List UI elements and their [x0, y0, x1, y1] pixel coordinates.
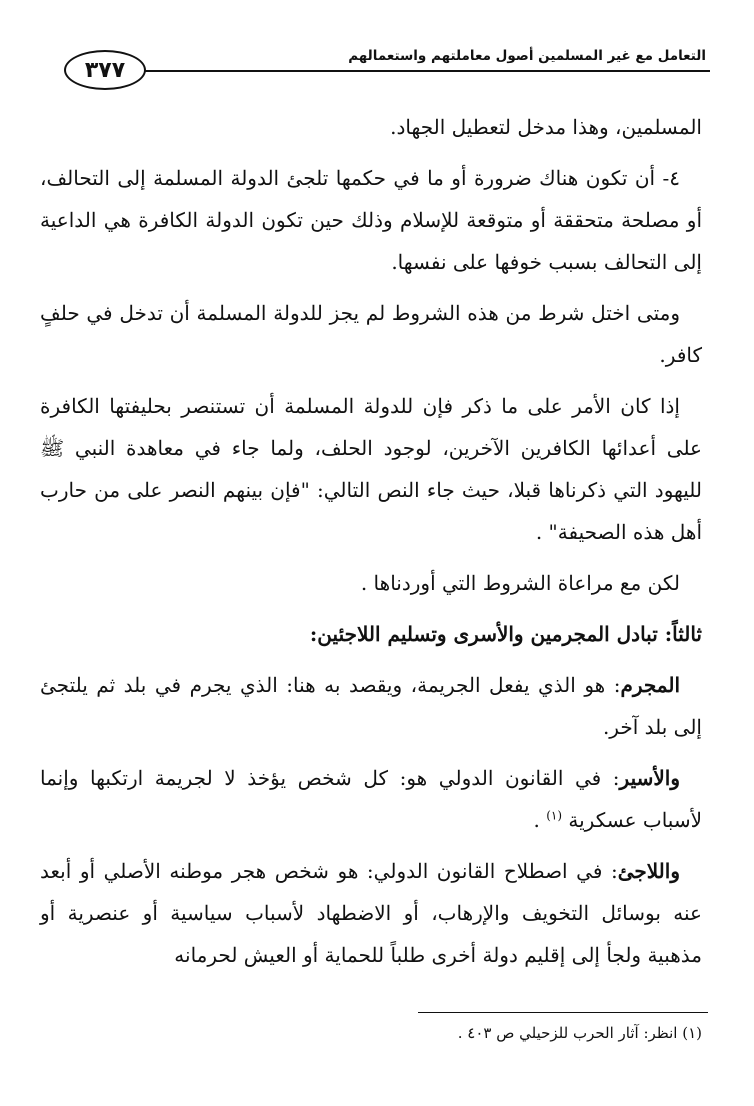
footnote: (١) انظر: آثار الحرب للزحيلي ص ٤٠٣ .: [457, 1024, 702, 1042]
term-prisoner: والأسير: [619, 766, 680, 790]
term-refugee: واللاجئ: [617, 859, 680, 883]
definition-criminal: [40, 664, 702, 748]
term-criminal: المجرم: [620, 673, 680, 697]
paragraph-4: إذا كان الأمر على ما ذكر فإن للدولة المسلمة أن تستنصر بحليفتها الكافرة على أعدائها الكافرين الآخرين، لوجود الحلف، ولما جاء في معاهدة النبي ﷺ لليهود التي ذكرناها قبلا، حيث جاء النص التالي: "فإن بينهم النصر على من حارب أهل هذه الصحيفة" .: [40, 394, 702, 544]
page-number-badge: [64, 50, 146, 90]
paragraph-5: لكن مع مراعاة الشروط التي أوردناها .: [360, 571, 680, 595]
paragraph-3: ومتى اختل شرط من هذه الشروط لم يجز للدولة المسلمة أن تدخل في حلفٍ كافر.: [40, 301, 702, 367]
section-heading: ثالثاً: تبادل المجرمين والأسرى وتسليم اللاجئين:: [309, 622, 702, 646]
page-body: [40, 106, 702, 985]
definition-prisoner: [40, 757, 702, 841]
definition-refugee-text: : في اصطلاح القانون الدولي: هو شخص هجر موطنه الأصلي أو أبعد عنه بوسائل التخويف والإرهاب، أو الاضطهاد لأسباب سياسية أو عنصرية أو مذهبية ولجأ إلى إقليم دولة أخرى طلباً للحماية أو العيش لحرمانه: [40, 859, 702, 967]
footnote-rule: [418, 1012, 708, 1013]
definition-prisoner-end: .: [533, 808, 547, 832]
header-rule: [118, 70, 710, 72]
definition-refugee: [40, 850, 702, 976]
paragraph-1: المسلمين، وهذا مدخل لتعطيل الجهاد.: [390, 115, 702, 139]
running-title: التعامل مع غير المسلمين أصول معاملتهم واستعمالهم: [348, 48, 706, 64]
page-header: [0, 0, 754, 100]
definition-criminal-text: : هو الذي يفعل الجريمة، ويقصد به هنا: الذي يجرم في بلد ثم يلتجئ إلى بلد آخر.: [40, 673, 702, 739]
page-number: ٣٧٧: [84, 57, 126, 83]
paragraph-2: ٤- أن تكون هناك ضرورة أو ما في حكمها تلجئ الدولة المسلمة إلى التحالف، أو مصلحة متحققة أو متوقعة للإسلام وذلك حين تكون الدولة الكافرة هي الداعية إلى التحالف بسبب خوفها على نفسها.: [40, 166, 702, 274]
footnote-ref: (١): [546, 808, 563, 823]
definition-prisoner-text: : في القانون الدولي هو: كل شخص يؤخذ لا لجريمة ارتكبها وإنما لأسباب عسكرية: [40, 766, 702, 832]
